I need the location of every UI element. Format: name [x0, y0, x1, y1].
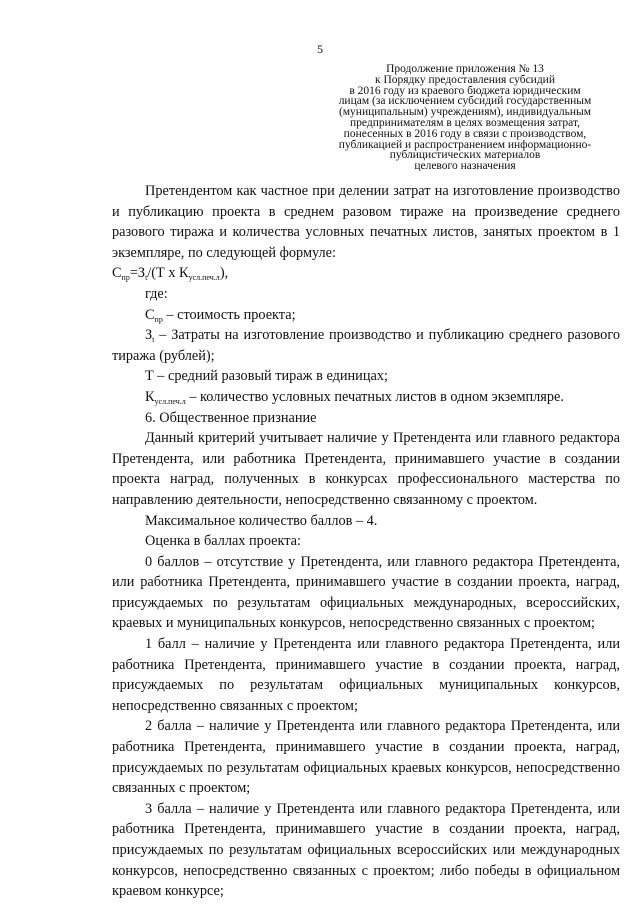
document-body: [112, 181, 620, 902]
header-line: целевого назначения: [414, 160, 516, 173]
formula-z-sub: t: [145, 273, 148, 283]
header-line: Продолжение приложения № 13: [386, 63, 544, 75]
def-k-text: – количество условных печатных листов в одном экземпляре.: [185, 388, 564, 405]
def-c-sub: пр: [154, 314, 163, 324]
definition-t: Т – средний разовый тираж в единицах;: [145, 368, 388, 385]
intro-paragraph: Претендентом как частное при делении затрат на изготовление производство и публикацию проекта в среднем разовом тираже на произведение среднего разового тиража и количества условных печатных листов, занятых проектом в 1 экземпляре, по следующей формуле:: [112, 183, 620, 261]
definition-z: [112, 325, 620, 366]
formula-tail: ),: [219, 265, 229, 282]
formula-c: С: [112, 265, 122, 282]
page-number: 5: [317, 42, 323, 56]
def-z-sub: t: [152, 335, 155, 345]
criterion-paragraph: Данный критерий учитывает наличие у Претендента или главного редактора Претендента, или работника Претендента, принимавшего участие в создании проекта наград, полученных в конкурсах профессионального мастерства по направлению деятельности, непосредственно связанному с проектом.: [112, 430, 620, 508]
header-line: понесенных в 2016 году в связи с производством,: [343, 127, 587, 140]
def-k-symbol: К: [145, 388, 155, 405]
formula-mid: /(Т х К: [147, 265, 189, 282]
header-line: предпринимателям в целях возмещения затрат,: [349, 116, 580, 129]
score-1-paragraph: 1 балл – наличие у Претендента или главного редактора Претендента, или работника Претендента, принимавшего участие в создании проекта, наград, присуждаемых по результатам официальных муниципальных конкурсов, непосредственно связанных с проектом;: [112, 636, 620, 714]
header-line: публицистических материалов: [389, 149, 541, 162]
score-3-paragraph: 3 балла – наличие у Претендента или главного редактора Претендента, или работника Претендента, принимавшего участие в создании проекта, наград, присуждаемых по результатам официальных всероссийских или международных конкурсов, непосредственно связанных с проектом; либо победы в официальном краевом конкурсе;: [112, 800, 620, 900]
cost-formula: [112, 263, 620, 284]
def-c-symbol: С: [145, 306, 155, 323]
def-z-symbol: З: [145, 327, 153, 344]
definition-c: [112, 305, 620, 326]
formula-c-sub: пр: [121, 273, 130, 283]
definition-k: [112, 387, 620, 408]
score-title: Оценка в баллах проекта:: [145, 533, 301, 550]
score-2-paragraph: 2 балла – наличие у Претендента или главного редактора Претендента, или работника Претендента, принимавшего участие в создании проекта, наград, присуждаемых по результатам официальных краевых конкурсов, непосредственно связанных с проектом;: [112, 718, 620, 797]
max-score: Максимальное количество баллов – 4.: [145, 512, 378, 529]
where-label: где:: [145, 285, 168, 302]
formula-k-sub: усл.печ.л: [188, 273, 220, 283]
header-line: (муниципальным) учреждениям), индивидуальным: [338, 106, 592, 119]
def-z-text: – Затраты на изготовление производство и публикацию среднего разового тиража (рублей);: [112, 327, 620, 364]
def-k-sub: усл.печ.л: [154, 396, 186, 406]
section-heading: 6. Общественное признание: [145, 409, 317, 426]
formula-eq-z: =З: [129, 265, 146, 282]
header-line: лицам (за исключением субсидий государственным: [338, 95, 592, 108]
score-0-paragraph: 0 баллов – отсутствие у Претендента, или главного редактора Претендента, или работника Претендента, принимавшего участие в создании проекта, наград, присуждаемых по результатам официальных международных, всероссийских, краевых и муниципальных конкурсов, непосредственно связанных с проектом;: [112, 553, 620, 632]
appendix-header: [300, 64, 630, 172]
header-line: публикацией и распространением информационно-: [338, 138, 592, 151]
def-c-text: – стоимость проекта;: [162, 306, 296, 323]
header-line: в 2016 году из краевого бюджета юридическим: [349, 84, 581, 97]
header-line: к Порядку предоставления субсидий: [375, 73, 555, 86]
